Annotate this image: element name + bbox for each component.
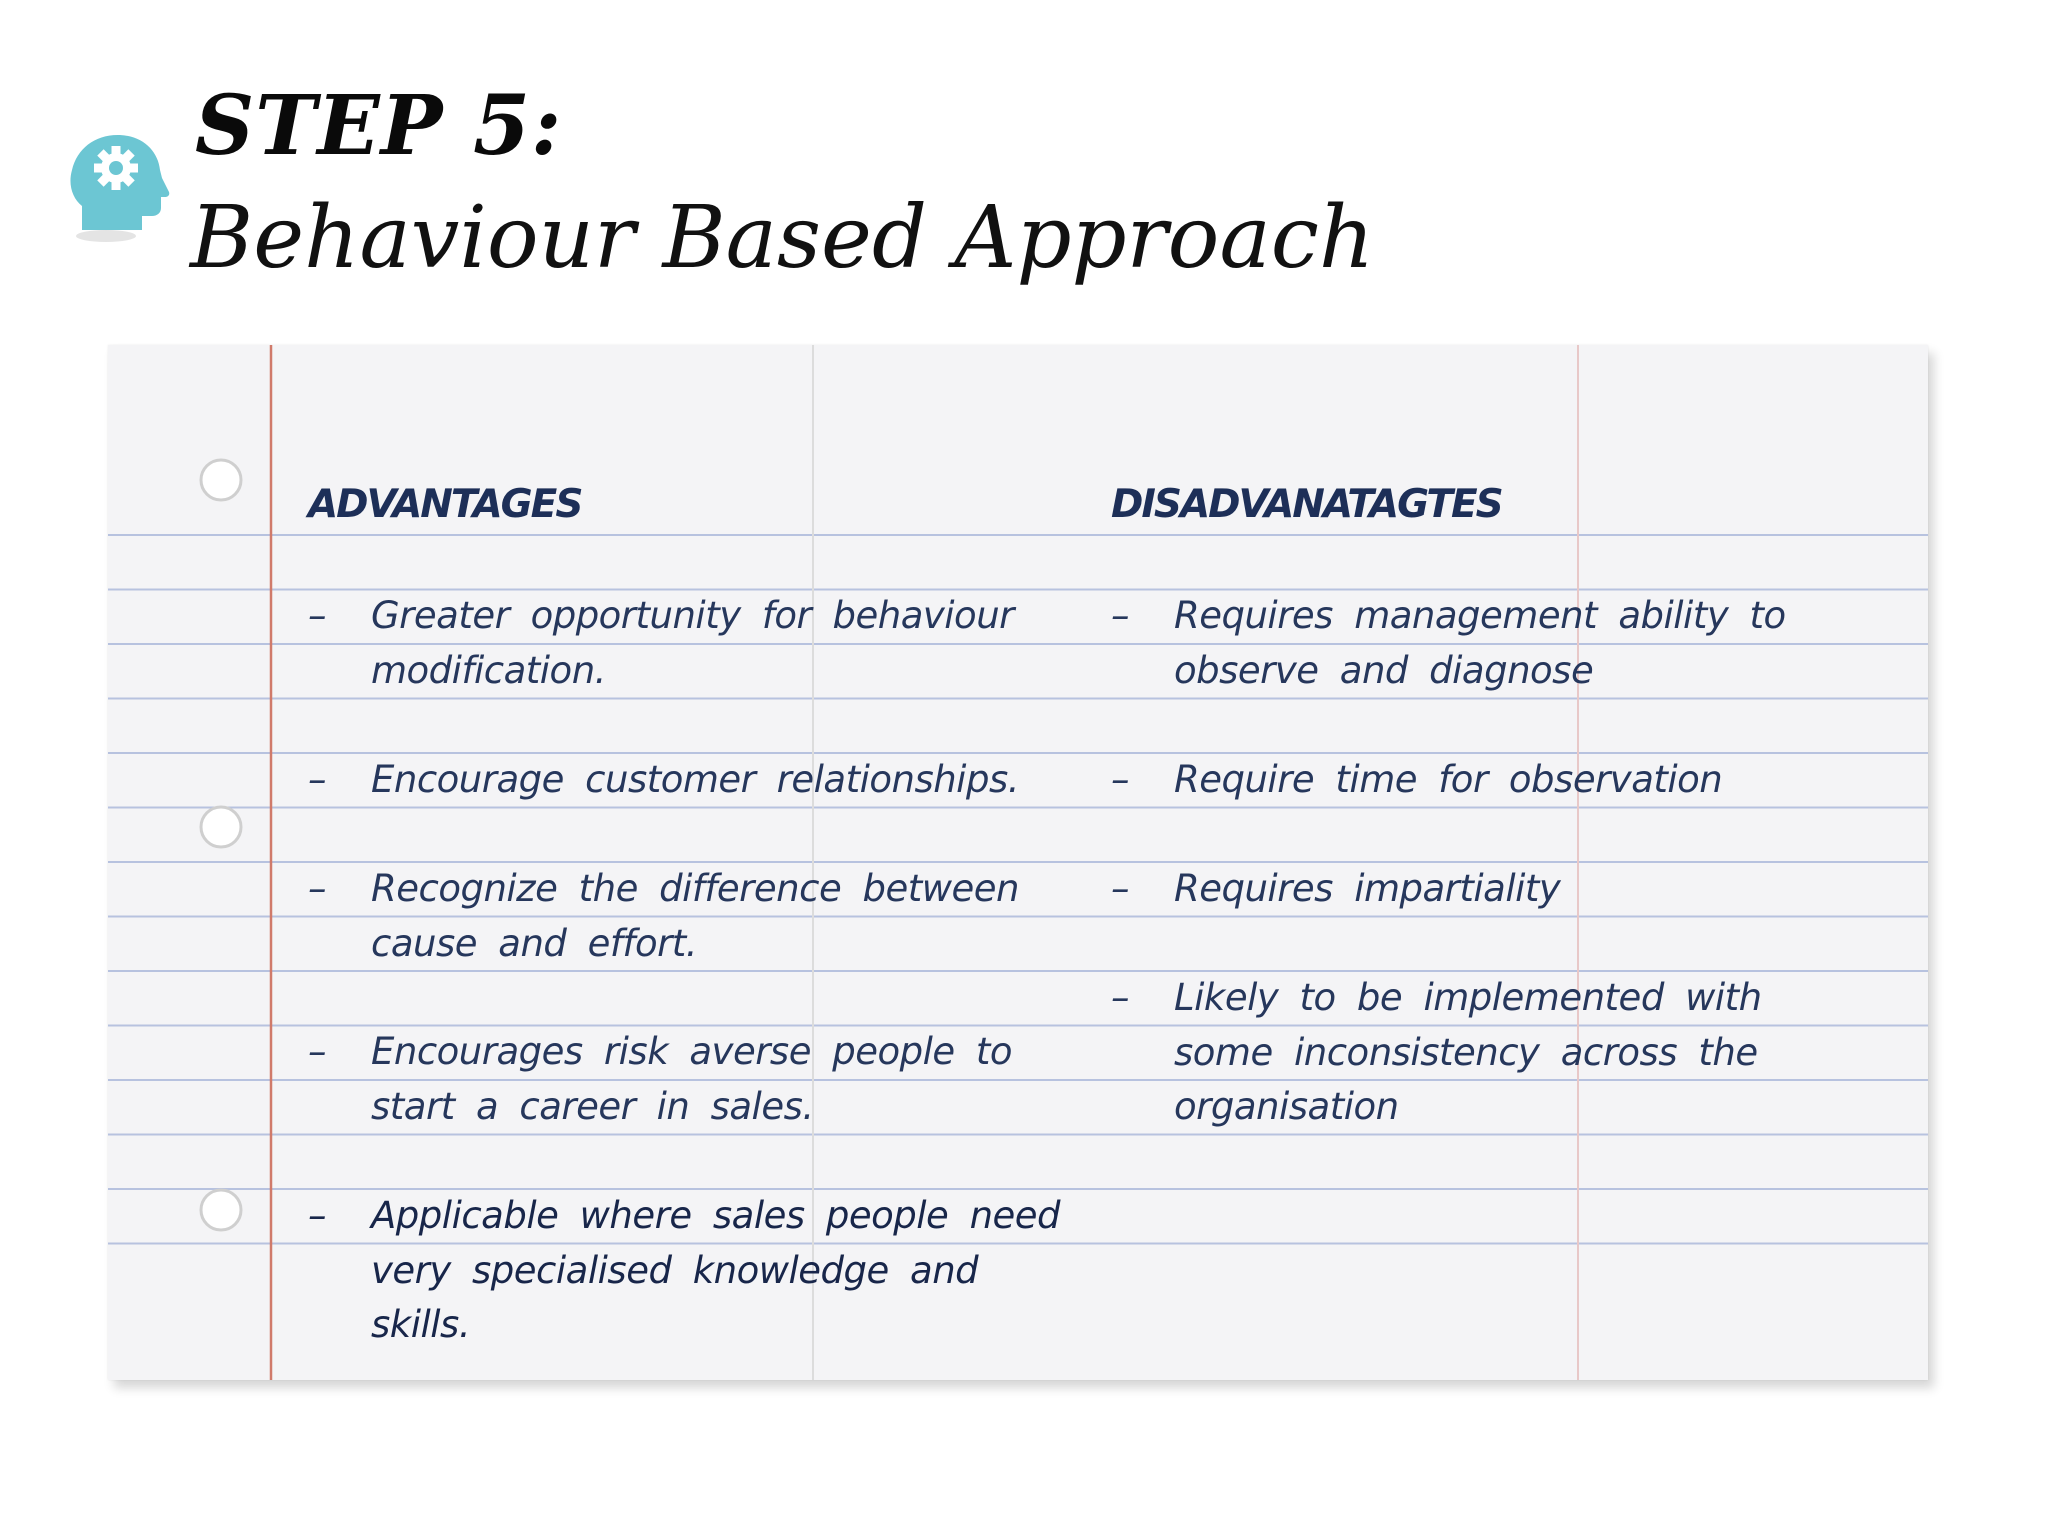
advantages-column: [308, 345, 1068, 1380]
list-item: [308, 862, 1068, 971]
bullet-dash: –: [1111, 594, 1129, 637]
disadvantage-text: Requires management ability to observe and diagnose: [1174, 594, 1786, 692]
bullet-dash: –: [308, 1194, 326, 1237]
list-item: [308, 1025, 1068, 1134]
list-item: [1111, 753, 1871, 808]
bullet-dash: –: [1111, 867, 1129, 910]
disadvantage-text: Require time for observation: [1174, 758, 1723, 801]
list-item: [1111, 862, 1871, 917]
disadvantage-text: Requires impartiality: [1174, 867, 1561, 910]
bullet-dash: –: [1111, 758, 1129, 801]
list-item: [1111, 971, 1871, 1135]
bullet-dash: –: [308, 758, 326, 801]
disadvantages-heading: DISADVANATAGTES: [1111, 482, 1502, 527]
advantages-heading: ADVANTAGES: [308, 482, 582, 527]
advantage-text: Applicable where sales people need very specialised knowledge and skills.: [371, 1194, 1061, 1346]
step-title: STEP 5:: [195, 78, 563, 174]
head-gear-icon: [70, 120, 170, 250]
list-item: [308, 589, 1068, 698]
bullet-dash: –: [308, 867, 326, 910]
punch-holes: [201, 460, 241, 1230]
disadvantage-text: Likely to be implemented with some inconsistency across the organisation: [1174, 976, 1762, 1128]
advantage-text: Encourage customer relationships.: [371, 758, 1019, 801]
bullet-dash: –: [308, 594, 326, 637]
bullet-dash: –: [1111, 976, 1129, 1019]
list-item: [308, 1189, 1068, 1353]
advantage-text: Recognize the difference between cause and effort.: [371, 867, 1019, 965]
page-subtitle: Behaviour Based Approach: [190, 188, 1375, 288]
disadvantages-column: [1111, 345, 1871, 1380]
list-item: [308, 753, 1068, 808]
advantage-text: Greater opportunity for behaviour modification.: [371, 594, 1014, 692]
advantage-text: Encourages risk averse people to start a career in sales.: [371, 1030, 1013, 1128]
list-item: [1111, 589, 1871, 698]
notebook-paper: [108, 345, 1928, 1380]
bullet-dash: –: [308, 1030, 326, 1073]
